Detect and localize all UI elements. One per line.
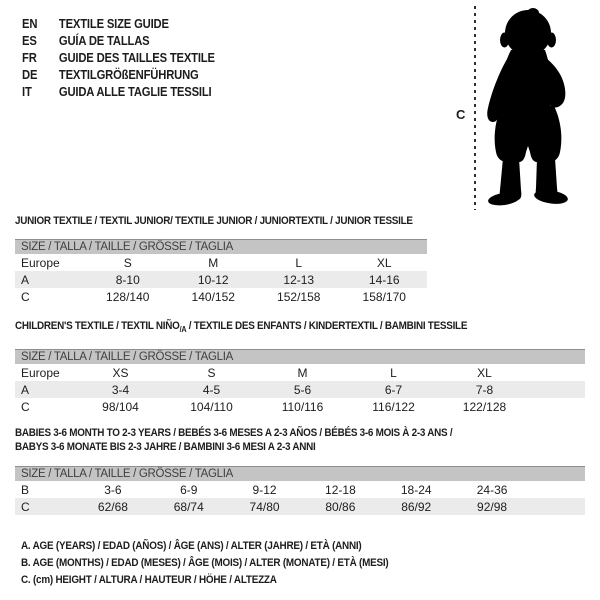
table-title-segment: / TEXTILE DES ENFANTS / KINDERTEXTIL / BAMBINI TESSILE bbox=[186, 320, 468, 332]
table-cell: 9-12 bbox=[252, 482, 277, 497]
table-row bbox=[15, 364, 585, 381]
language-code: IT bbox=[22, 84, 32, 99]
language-guide-list bbox=[22, 15, 215, 100]
language-row bbox=[22, 32, 215, 49]
table-cell: XL bbox=[477, 365, 492, 380]
table-cell: 24-36 bbox=[476, 482, 508, 497]
table-cell: 92/98 bbox=[454, 498, 530, 515]
size-grid bbox=[15, 364, 585, 415]
table-cell: 14-16 bbox=[342, 271, 428, 288]
table-title-segment: BABYS 3-6 MONATE BIS 2-3 JAHRE / BAMBINI 3-6 MESI A 2-3 ANNI bbox=[15, 441, 316, 453]
footnote-line: C. (cm) HEIGHT / ALTURA / HAUTEUR / HÖHE / ALTEZZA bbox=[21, 573, 277, 586]
table-cell: 68/74 bbox=[151, 498, 227, 515]
table-cell-empty bbox=[530, 381, 585, 398]
table-cell: 10-12 bbox=[171, 271, 257, 288]
row-label-cell: Europe bbox=[21, 255, 60, 270]
table-row bbox=[15, 254, 427, 271]
table-cell: M bbox=[297, 365, 308, 380]
table-cell: XS bbox=[112, 365, 129, 380]
table-title-line bbox=[15, 319, 528, 337]
table-cell: 8-10 bbox=[85, 271, 171, 288]
language-label: TEXTILGRÖßENFÜHRUNG bbox=[58, 67, 199, 82]
language-row bbox=[22, 49, 215, 66]
table-cell: 74/80 bbox=[227, 498, 303, 515]
row-label-cell: C bbox=[21, 399, 30, 414]
row-label-cell: A bbox=[15, 271, 85, 288]
size-table-babies bbox=[15, 426, 585, 515]
language-code: FR bbox=[22, 50, 37, 65]
table-cell: S bbox=[123, 255, 132, 270]
table-cell-empty bbox=[530, 498, 585, 515]
language-label: GUÍA DE TALLAS bbox=[58, 33, 150, 48]
size-header-bar bbox=[15, 466, 585, 481]
language-label: GUIDA ALLE TAGLIE TESSILI bbox=[58, 84, 212, 99]
footnotes bbox=[21, 537, 388, 588]
table-cell: 12-13 bbox=[256, 271, 342, 288]
table-title-line bbox=[15, 426, 528, 440]
table-row bbox=[15, 481, 585, 498]
table-cell: 152/158 bbox=[277, 289, 321, 304]
language-label: TEXTILE SIZE GUIDE bbox=[58, 16, 169, 31]
table-title bbox=[15, 426, 528, 454]
table-title bbox=[15, 319, 528, 337]
table-row bbox=[15, 381, 585, 398]
table-cell-empty bbox=[530, 398, 585, 415]
table-cell: 140/152 bbox=[191, 289, 235, 304]
row-label-cell: C bbox=[21, 289, 30, 304]
table-cell: 6-7 bbox=[348, 381, 439, 398]
size-table-children bbox=[15, 319, 585, 415]
table-title-segment: /A bbox=[179, 325, 187, 335]
language-row bbox=[22, 15, 215, 32]
row-label-cell: A bbox=[15, 381, 75, 398]
table-title-line bbox=[15, 440, 528, 454]
footnote-line: A. AGE (YEARS) / EDAD (AÑOS) / ÂGE (ANS) / ALTER (JAHRE) / ETÀ (ANNI) bbox=[21, 539, 362, 552]
table-cell: 122/128 bbox=[462, 399, 507, 414]
size-grid bbox=[15, 254, 427, 305]
table-row bbox=[15, 398, 585, 415]
size-table-junior bbox=[15, 214, 427, 305]
language-label: GUIDE DES TAILLES TEXTILE bbox=[58, 50, 215, 65]
table-cell: 4-5 bbox=[166, 381, 257, 398]
table-cell: 6-9 bbox=[180, 482, 198, 497]
language-row bbox=[22, 83, 215, 100]
footnote-line: B. AGE (MONTHS) / EDAD (MESES) / ÂGE (MOIS) / ALTER (MONATE) / ETÀ (MESI) bbox=[21, 556, 389, 569]
table-cell-empty bbox=[530, 364, 585, 381]
size-grid bbox=[15, 481, 585, 515]
table-cell-empty bbox=[530, 481, 585, 498]
row-label-cell: C bbox=[15, 498, 75, 515]
table-cell: 80/86 bbox=[302, 498, 378, 515]
table-cell: 158/170 bbox=[362, 289, 406, 304]
size-header-bar bbox=[15, 349, 585, 364]
size-header-label: SIZE / TALLA / TAILLE / GRÖSSE / TAGLIA bbox=[21, 351, 234, 364]
table-row bbox=[15, 271, 427, 288]
table-cell: 128/140 bbox=[106, 289, 150, 304]
table-cell: 98/104 bbox=[102, 399, 139, 414]
table-cell: 3-6 bbox=[104, 482, 122, 497]
table-title-segment: BABIES 3-6 MONTH TO 2-3 YEARS / BEBÉS 3-6 MESES A 2-3 AÑOS / BÉBÉS 3-6 MOIS À 2-3 ANS / bbox=[15, 427, 453, 439]
size-header-label: SIZE / TALLA / TAILLE / GRÖSSE / TAGLIA bbox=[21, 241, 234, 253]
height-measure-line bbox=[474, 6, 476, 210]
table-cell: 62/68 bbox=[75, 498, 151, 515]
language-code: DE bbox=[22, 67, 38, 82]
table-cell: L bbox=[295, 255, 303, 270]
table-title-line bbox=[15, 214, 413, 228]
table-cell: 5-6 bbox=[257, 381, 348, 398]
size-header-label: SIZE / TALLA / TAILLE / GRÖSSE / TAGLIA bbox=[21, 468, 234, 480]
table-cell: M bbox=[208, 255, 219, 270]
table-cell: 7-8 bbox=[439, 381, 530, 398]
table-cell: XL bbox=[376, 255, 392, 270]
language-code: ES bbox=[22, 33, 37, 48]
table-cell: 86/92 bbox=[378, 498, 454, 515]
table-cell: 18-24 bbox=[400, 482, 432, 497]
table-row bbox=[15, 498, 585, 515]
row-label-cell: Europe bbox=[21, 365, 60, 380]
height-measure-label: C bbox=[456, 107, 466, 122]
table-cell: 104/110 bbox=[190, 399, 233, 414]
size-header-bar bbox=[15, 239, 427, 254]
table-title bbox=[15, 214, 413, 228]
table-cell: L bbox=[390, 365, 397, 380]
table-title-segment: JUNIOR TEXTILE / TEXTIL JUNIOR/ TEXTILE JUNIOR / JUNIORTEXTIL / JUNIOR TESSILE bbox=[15, 215, 413, 227]
table-cell: S bbox=[207, 365, 216, 380]
table-cell: 3-4 bbox=[75, 381, 166, 398]
baby-silhouette-icon bbox=[483, 8, 573, 208]
table-cell: 116/122 bbox=[372, 399, 415, 414]
language-row bbox=[22, 66, 215, 83]
table-cell: 110/116 bbox=[281, 399, 324, 414]
table-title-segment: CHILDREN'S TEXTILE / TEXTIL NIÑO bbox=[15, 320, 180, 332]
table-cell: 12-18 bbox=[325, 482, 356, 497]
table-row bbox=[15, 288, 427, 305]
row-label-cell: B bbox=[21, 482, 30, 497]
language-code: EN bbox=[22, 16, 38, 31]
